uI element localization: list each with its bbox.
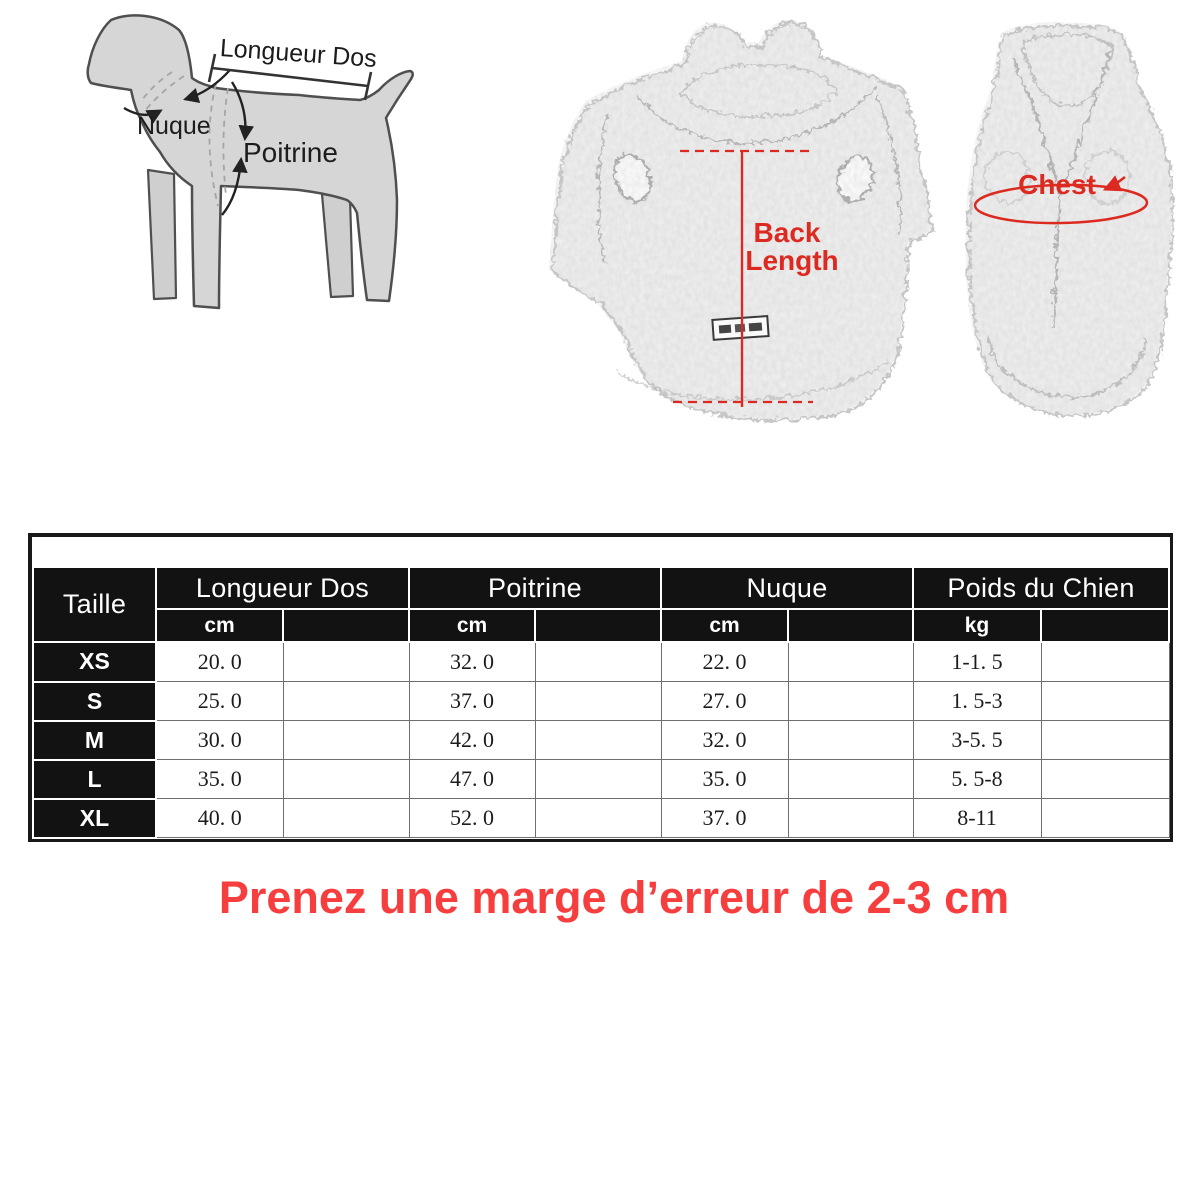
col-header-poitrine: Poitrine (409, 567, 661, 609)
col-header-nuque: Nuque (661, 567, 913, 609)
empty-cell (1041, 642, 1169, 682)
value-longueur-dos: 35. 0 (156, 760, 283, 799)
empty-cell (535, 642, 661, 682)
size-label: L (33, 760, 156, 799)
empty-cell (283, 682, 409, 721)
back-length-annotation-line1: Back (753, 217, 821, 248)
brand-tag (712, 316, 768, 340)
margin-note: Prenez une marge d’erreur de 2-3 cm (218, 872, 1010, 923)
empty-cell (788, 642, 913, 682)
value-longueur-dos: 25. 0 (156, 682, 283, 721)
empty-cell (283, 760, 409, 799)
table-row (33, 682, 1169, 721)
empty-cell (283, 642, 409, 682)
chest-label: Poitrine (243, 137, 338, 168)
col-header-poids: Poids du Chien (913, 567, 1169, 609)
value-longueur-dos: 40. 0 (156, 799, 283, 838)
table-row (33, 799, 1169, 838)
unit-spacer (1041, 609, 1169, 642)
empty-cell (1041, 682, 1169, 721)
table-row (33, 642, 1169, 682)
value-poitrine: 47. 0 (409, 760, 535, 799)
neck-label: Nuque (137, 112, 211, 140)
coat-hooded-figure (945, 5, 1190, 425)
value-nuque: 22. 0 (661, 642, 788, 682)
size-chart-table (32, 537, 1170, 839)
back-length-annotation-line2: Length (745, 245, 839, 276)
col-header-longueur-dos: Longueur Dos (156, 567, 409, 609)
empty-cell (535, 721, 661, 760)
coat-flat-figure (545, 0, 945, 430)
value-poitrine: 37. 0 (409, 682, 535, 721)
size-table (28, 533, 1173, 842)
table-row (33, 721, 1169, 760)
value-poids: 1. 5-3 (913, 682, 1041, 721)
value-longueur-dos: 20. 0 (156, 642, 283, 682)
table-top-strip (33, 537, 1169, 567)
value-nuque: 35. 0 (661, 760, 788, 799)
value-poitrine: 32. 0 (409, 642, 535, 682)
size-label: XS (33, 642, 156, 682)
empty-cell (1041, 760, 1169, 799)
unit-longueur-dos: cm (156, 609, 283, 642)
value-poitrine: 42. 0 (409, 721, 535, 760)
back-length-label: Longueur Dos (219, 34, 378, 73)
value-poids: 8-11 (913, 799, 1041, 838)
empty-cell (535, 799, 661, 838)
value-longueur-dos: 30. 0 (156, 721, 283, 760)
empty-cell (535, 682, 661, 721)
empty-cell (1041, 799, 1169, 838)
size-label: XL (33, 799, 156, 838)
empty-cell (788, 682, 913, 721)
empty-cell (788, 760, 913, 799)
coat-flat-fur-texture (550, 21, 930, 418)
empty-cell (283, 799, 409, 838)
empty-cell (1041, 721, 1169, 760)
dog-measurement-diagram (60, 8, 490, 343)
empty-cell (788, 799, 913, 838)
col-header-taille: Taille (33, 567, 156, 642)
size-label: S (33, 682, 156, 721)
size-label: M (33, 721, 156, 760)
value-poids: 5. 5-8 (913, 760, 1041, 799)
value-nuque: 27. 0 (661, 682, 788, 721)
value-nuque: 32. 0 (661, 721, 788, 760)
unit-spacer (788, 609, 913, 642)
unit-nuque: cm (661, 609, 788, 642)
empty-cell (535, 760, 661, 799)
unit-poids: kg (913, 609, 1041, 642)
value-poitrine: 52. 0 (409, 799, 535, 838)
value-poids: 1-1. 5 (913, 642, 1041, 682)
unit-spacer (535, 609, 661, 642)
value-nuque: 37. 0 (661, 799, 788, 838)
table-row (33, 760, 1169, 799)
chest-annotation-label: Chest (1018, 169, 1096, 200)
empty-cell (283, 721, 409, 760)
value-poids: 3-5. 5 (913, 721, 1041, 760)
unit-poitrine: cm (409, 609, 535, 642)
empty-cell (788, 721, 913, 760)
unit-spacer (283, 609, 409, 642)
